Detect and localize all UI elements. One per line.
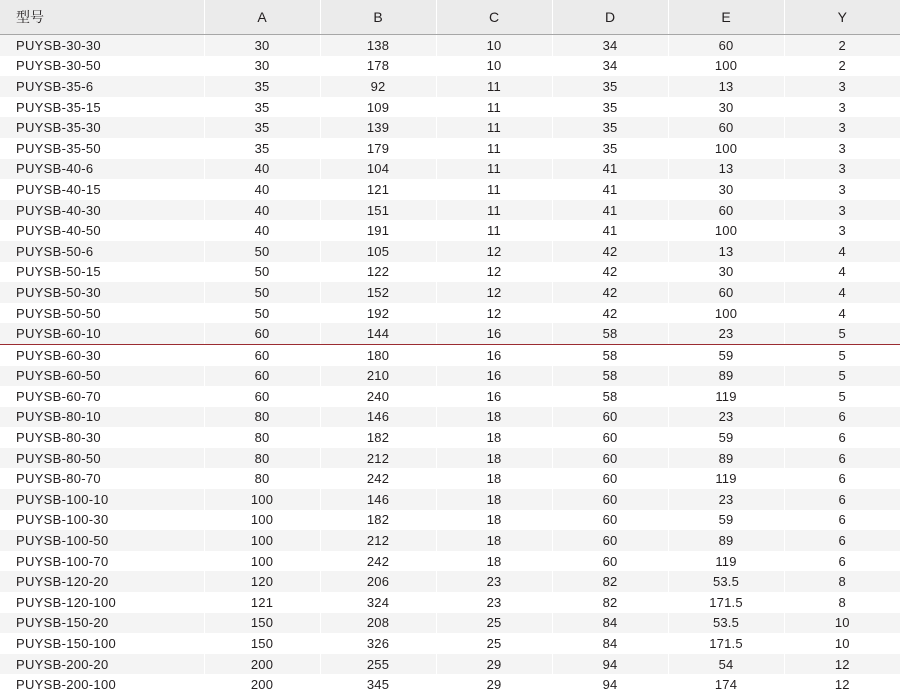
cell-b: 242 xyxy=(320,551,436,572)
cell-y: 3 xyxy=(784,200,900,221)
cell-y: 3 xyxy=(784,76,900,97)
cell-b: 146 xyxy=(320,489,436,510)
cell-b: 104 xyxy=(320,159,436,180)
table-row xyxy=(0,56,900,77)
cell-a: 35 xyxy=(204,76,320,97)
cell-a: 30 xyxy=(204,35,320,56)
cell-b: 152 xyxy=(320,282,436,303)
column-header-d: D xyxy=(552,0,668,35)
cell-d: 42 xyxy=(552,262,668,283)
cell-c: 11 xyxy=(436,179,552,200)
table-row xyxy=(0,159,900,180)
cell-d: 35 xyxy=(552,76,668,97)
table-row xyxy=(0,323,900,344)
cell-b: 122 xyxy=(320,262,436,283)
cell-e: 119 xyxy=(668,386,784,407)
table-row xyxy=(0,117,900,138)
cell-b: 212 xyxy=(320,530,436,551)
cell-e: 119 xyxy=(668,551,784,572)
cell-y: 3 xyxy=(784,97,900,118)
cell-e: 60 xyxy=(668,35,784,56)
cell-a: 80 xyxy=(204,448,320,469)
column-header-c: C xyxy=(436,0,552,35)
cell-a: 35 xyxy=(204,97,320,118)
cell-e: 100 xyxy=(668,56,784,77)
cell-model: PUYSB-60-50 xyxy=(0,366,204,387)
cell-d: 82 xyxy=(552,592,668,613)
table-row xyxy=(0,179,900,200)
cell-a: 80 xyxy=(204,407,320,428)
table-row xyxy=(0,344,900,365)
cell-a: 150 xyxy=(204,633,320,654)
cell-a: 200 xyxy=(204,654,320,675)
table-row xyxy=(0,220,900,241)
cell-y: 10 xyxy=(784,633,900,654)
cell-model: PUYSB-150-100 xyxy=(0,633,204,654)
column-header-a: A xyxy=(204,0,320,35)
cell-b: 242 xyxy=(320,468,436,489)
cell-d: 60 xyxy=(552,551,668,572)
cell-c: 12 xyxy=(436,282,552,303)
cell-b: 191 xyxy=(320,220,436,241)
cell-y: 4 xyxy=(784,303,900,324)
cell-c: 11 xyxy=(436,97,552,118)
cell-d: 35 xyxy=(552,138,668,159)
cell-y: 5 xyxy=(784,386,900,407)
table-row xyxy=(0,138,900,159)
cell-e: 13 xyxy=(668,241,784,262)
cell-c: 11 xyxy=(436,220,552,241)
cell-e: 89 xyxy=(668,366,784,387)
cell-a: 120 xyxy=(204,571,320,592)
cell-model: PUYSB-35-30 xyxy=(0,117,204,138)
cell-e: 23 xyxy=(668,489,784,510)
cell-b: 146 xyxy=(320,407,436,428)
cell-a: 100 xyxy=(204,551,320,572)
cell-a: 80 xyxy=(204,427,320,448)
cell-e: 174 xyxy=(668,674,784,695)
cell-e: 53.5 xyxy=(668,613,784,634)
cell-y: 5 xyxy=(784,366,900,387)
table-row xyxy=(0,530,900,551)
table-row xyxy=(0,303,900,324)
table-row xyxy=(0,489,900,510)
table-row xyxy=(0,35,900,56)
table-row xyxy=(0,366,900,387)
cell-c: 18 xyxy=(436,407,552,428)
cell-d: 84 xyxy=(552,613,668,634)
cell-model: PUYSB-80-10 xyxy=(0,407,204,428)
cell-e: 30 xyxy=(668,97,784,118)
table-row xyxy=(0,427,900,448)
cell-c: 18 xyxy=(436,489,552,510)
cell-a: 50 xyxy=(204,282,320,303)
cell-d: 60 xyxy=(552,468,668,489)
cell-b: 179 xyxy=(320,138,436,159)
cell-c: 29 xyxy=(436,674,552,695)
cell-e: 119 xyxy=(668,468,784,489)
cell-y: 6 xyxy=(784,551,900,572)
cell-b: 212 xyxy=(320,448,436,469)
cell-e: 30 xyxy=(668,179,784,200)
cell-a: 150 xyxy=(204,613,320,634)
cell-b: 151 xyxy=(320,200,436,221)
cell-b: 345 xyxy=(320,674,436,695)
cell-b: 206 xyxy=(320,571,436,592)
table-header xyxy=(0,0,900,35)
cell-model: PUYSB-35-50 xyxy=(0,138,204,159)
cell-a: 30 xyxy=(204,56,320,77)
cell-d: 94 xyxy=(552,654,668,675)
cell-d: 60 xyxy=(552,530,668,551)
cell-a: 40 xyxy=(204,220,320,241)
cell-e: 89 xyxy=(668,448,784,469)
cell-d: 34 xyxy=(552,35,668,56)
cell-a: 35 xyxy=(204,138,320,159)
cell-a: 40 xyxy=(204,200,320,221)
cell-d: 42 xyxy=(552,303,668,324)
cell-model: PUYSB-35-6 xyxy=(0,76,204,97)
cell-e: 171.5 xyxy=(668,633,784,654)
cell-c: 23 xyxy=(436,571,552,592)
cell-e: 13 xyxy=(668,159,784,180)
cell-e: 100 xyxy=(668,303,784,324)
table-row xyxy=(0,448,900,469)
cell-model: PUYSB-60-30 xyxy=(0,344,204,365)
table-header-row xyxy=(0,0,900,35)
cell-y: 6 xyxy=(784,510,900,531)
cell-d: 94 xyxy=(552,674,668,695)
column-header-model: 型号 xyxy=(0,0,204,35)
cell-a: 40 xyxy=(204,179,320,200)
cell-d: 41 xyxy=(552,159,668,180)
cell-d: 58 xyxy=(552,386,668,407)
table-row xyxy=(0,282,900,303)
cell-y: 6 xyxy=(784,407,900,428)
cell-model: PUYSB-100-30 xyxy=(0,510,204,531)
column-header-e: E xyxy=(668,0,784,35)
cell-b: 324 xyxy=(320,592,436,613)
cell-e: 23 xyxy=(668,407,784,428)
cell-d: 60 xyxy=(552,427,668,448)
cell-e: 59 xyxy=(668,344,784,365)
cell-d: 42 xyxy=(552,241,668,262)
cell-d: 41 xyxy=(552,200,668,221)
cell-d: 35 xyxy=(552,117,668,138)
cell-c: 18 xyxy=(436,551,552,572)
cell-y: 6 xyxy=(784,489,900,510)
column-header-y: Y xyxy=(784,0,900,35)
cell-model: PUYSB-200-20 xyxy=(0,654,204,675)
cell-e: 60 xyxy=(668,200,784,221)
cell-d: 42 xyxy=(552,282,668,303)
cell-c: 11 xyxy=(436,200,552,221)
cell-model: PUYSB-80-30 xyxy=(0,427,204,448)
cell-c: 11 xyxy=(436,76,552,97)
cell-model: PUYSB-40-30 xyxy=(0,200,204,221)
cell-d: 41 xyxy=(552,179,668,200)
cell-c: 16 xyxy=(436,386,552,407)
cell-e: 13 xyxy=(668,76,784,97)
cell-a: 50 xyxy=(204,241,320,262)
cell-c: 12 xyxy=(436,303,552,324)
cell-b: 240 xyxy=(320,386,436,407)
cell-model: PUYSB-30-30 xyxy=(0,35,204,56)
cell-a: 60 xyxy=(204,323,320,344)
cell-c: 11 xyxy=(436,117,552,138)
cell-y: 6 xyxy=(784,448,900,469)
cell-c: 18 xyxy=(436,427,552,448)
table-row xyxy=(0,97,900,118)
table-row xyxy=(0,200,900,221)
cell-model: PUYSB-150-20 xyxy=(0,613,204,634)
cell-a: 60 xyxy=(204,386,320,407)
cell-y: 5 xyxy=(784,323,900,344)
cell-e: 100 xyxy=(668,220,784,241)
cell-model: PUYSB-100-70 xyxy=(0,551,204,572)
cell-d: 60 xyxy=(552,489,668,510)
cell-d: 41 xyxy=(552,220,668,241)
cell-c: 18 xyxy=(436,448,552,469)
cell-model: PUYSB-40-50 xyxy=(0,220,204,241)
cell-model: PUYSB-120-100 xyxy=(0,592,204,613)
cell-b: 180 xyxy=(320,344,436,365)
cell-c: 18 xyxy=(436,510,552,531)
cell-c: 10 xyxy=(436,56,552,77)
cell-model: PUYSB-100-10 xyxy=(0,489,204,510)
cell-c: 12 xyxy=(436,241,552,262)
cell-e: 89 xyxy=(668,530,784,551)
table-row xyxy=(0,76,900,97)
cell-e: 54 xyxy=(668,654,784,675)
cell-b: 182 xyxy=(320,510,436,531)
cell-b: 326 xyxy=(320,633,436,654)
cell-model: PUYSB-80-70 xyxy=(0,468,204,489)
cell-y: 6 xyxy=(784,530,900,551)
cell-a: 100 xyxy=(204,510,320,531)
cell-y: 12 xyxy=(784,674,900,695)
cell-b: 121 xyxy=(320,179,436,200)
cell-y: 6 xyxy=(784,468,900,489)
cell-b: 255 xyxy=(320,654,436,675)
cell-d: 34 xyxy=(552,56,668,77)
cell-y: 8 xyxy=(784,571,900,592)
table-row xyxy=(0,241,900,262)
cell-c: 10 xyxy=(436,35,552,56)
cell-e: 60 xyxy=(668,282,784,303)
cell-b: 182 xyxy=(320,427,436,448)
table-body xyxy=(0,35,900,695)
table-row xyxy=(0,386,900,407)
cell-c: 16 xyxy=(436,344,552,365)
cell-y: 2 xyxy=(784,35,900,56)
cell-y: 6 xyxy=(784,427,900,448)
cell-model: PUYSB-50-15 xyxy=(0,262,204,283)
cell-y: 3 xyxy=(784,179,900,200)
cell-a: 100 xyxy=(204,489,320,510)
table-row xyxy=(0,613,900,634)
cell-c: 25 xyxy=(436,633,552,654)
cell-d: 60 xyxy=(552,510,668,531)
cell-y: 8 xyxy=(784,592,900,613)
cell-b: 92 xyxy=(320,76,436,97)
cell-b: 109 xyxy=(320,97,436,118)
table-row xyxy=(0,510,900,531)
table-row xyxy=(0,468,900,489)
cell-model: PUYSB-40-6 xyxy=(0,159,204,180)
table-row xyxy=(0,262,900,283)
cell-c: 11 xyxy=(436,138,552,159)
cell-c: 12 xyxy=(436,262,552,283)
cell-model: PUYSB-60-70 xyxy=(0,386,204,407)
cell-b: 208 xyxy=(320,613,436,634)
cell-a: 100 xyxy=(204,530,320,551)
cell-d: 84 xyxy=(552,633,668,654)
cell-y: 12 xyxy=(784,654,900,675)
cell-d: 58 xyxy=(552,344,668,365)
cell-b: 210 xyxy=(320,366,436,387)
table-row xyxy=(0,592,900,613)
cell-model: PUYSB-50-6 xyxy=(0,241,204,262)
cell-y: 2 xyxy=(784,56,900,77)
cell-c: 16 xyxy=(436,366,552,387)
cell-c: 29 xyxy=(436,654,552,675)
cell-a: 121 xyxy=(204,592,320,613)
cell-a: 200 xyxy=(204,674,320,695)
cell-e: 23 xyxy=(668,323,784,344)
cell-y: 4 xyxy=(784,241,900,262)
cell-e: 100 xyxy=(668,138,784,159)
table-row xyxy=(0,654,900,675)
cell-model: PUYSB-35-15 xyxy=(0,97,204,118)
column-header-b: B xyxy=(320,0,436,35)
table-row xyxy=(0,551,900,572)
cell-a: 35 xyxy=(204,117,320,138)
cell-b: 144 xyxy=(320,323,436,344)
cell-e: 53.5 xyxy=(668,571,784,592)
table-row xyxy=(0,633,900,654)
cell-e: 171.5 xyxy=(668,592,784,613)
cell-c: 23 xyxy=(436,592,552,613)
cell-y: 3 xyxy=(784,220,900,241)
table-row xyxy=(0,407,900,428)
cell-model: PUYSB-120-20 xyxy=(0,571,204,592)
cell-c: 25 xyxy=(436,613,552,634)
cell-b: 138 xyxy=(320,35,436,56)
cell-d: 60 xyxy=(552,448,668,469)
cell-b: 105 xyxy=(320,241,436,262)
cell-a: 40 xyxy=(204,159,320,180)
cell-c: 16 xyxy=(436,323,552,344)
cell-a: 60 xyxy=(204,344,320,365)
cell-d: 35 xyxy=(552,97,668,118)
cell-model: PUYSB-80-50 xyxy=(0,448,204,469)
cell-e: 60 xyxy=(668,117,784,138)
cell-y: 3 xyxy=(784,138,900,159)
cell-model: PUYSB-100-50 xyxy=(0,530,204,551)
cell-y: 4 xyxy=(784,282,900,303)
cell-a: 60 xyxy=(204,366,320,387)
cell-a: 50 xyxy=(204,262,320,283)
cell-model: PUYSB-200-100 xyxy=(0,674,204,695)
cell-e: 59 xyxy=(668,510,784,531)
cell-y: 3 xyxy=(784,117,900,138)
table-row xyxy=(0,571,900,592)
cell-y: 10 xyxy=(784,613,900,634)
cell-d: 82 xyxy=(552,571,668,592)
cell-c: 11 xyxy=(436,159,552,180)
cell-e: 30 xyxy=(668,262,784,283)
cell-b: 139 xyxy=(320,117,436,138)
cell-a: 50 xyxy=(204,303,320,324)
cell-model: PUYSB-50-50 xyxy=(0,303,204,324)
cell-model: PUYSB-40-15 xyxy=(0,179,204,200)
cell-y: 4 xyxy=(784,262,900,283)
cell-d: 60 xyxy=(552,407,668,428)
cell-d: 58 xyxy=(552,323,668,344)
cell-model: PUYSB-60-10 xyxy=(0,323,204,344)
cell-y: 5 xyxy=(784,344,900,365)
cell-b: 192 xyxy=(320,303,436,324)
cell-c: 18 xyxy=(436,530,552,551)
table-row xyxy=(0,674,900,695)
cell-b: 178 xyxy=(320,56,436,77)
cell-y: 3 xyxy=(784,159,900,180)
cell-model: PUYSB-50-30 xyxy=(0,282,204,303)
cell-model: PUYSB-30-50 xyxy=(0,56,204,77)
cell-a: 80 xyxy=(204,468,320,489)
cell-d: 58 xyxy=(552,366,668,387)
cell-c: 18 xyxy=(436,468,552,489)
cell-e: 59 xyxy=(668,427,784,448)
